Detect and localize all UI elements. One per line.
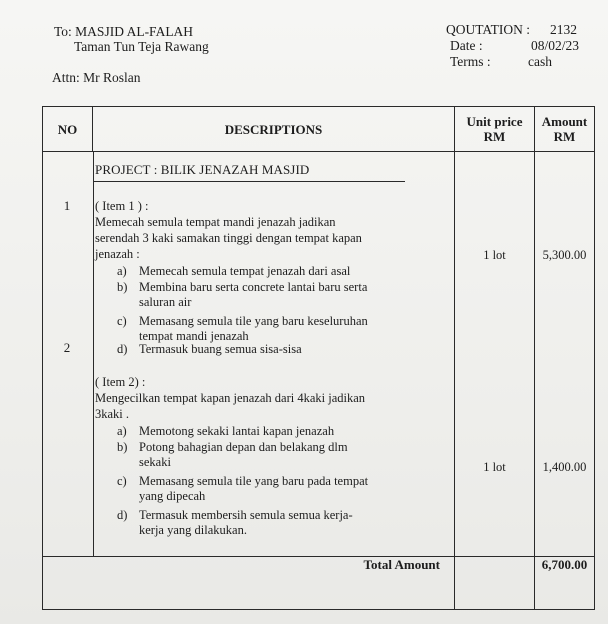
header-unit-price [455,107,535,152]
subitem-label: c) [117,474,127,488]
description-cell [43,152,455,557]
subitem-text: Potong bahagian depan dan belakang dlm [139,440,348,454]
project-underline [93,181,405,182]
total-amount-value: 6,700.00 [541,557,588,572]
subitem-text: Memecah semula tempat jenazah dari asal [139,264,351,278]
header-amount-label: Amount [541,114,588,129]
table-header-row [43,107,595,152]
subitem-text-cont: saluran air [139,295,192,309]
terms-label: Terms : [450,54,491,69]
header-unit-price-label: Unit price [466,114,523,129]
no-column-divider [93,152,94,556]
item-2-unit-price: 1 lot [483,460,506,474]
subitem-text: Memasang semula tile yang baru keseluruhan [139,314,368,328]
header-unit-price-currency: RM [483,129,506,144]
subitem-label: c) [117,314,127,328]
subitem-label: a) [117,424,127,438]
quotation-label: QOUTATION : [446,22,531,37]
total-label-cell [43,557,455,610]
header-no: NO [43,107,93,152]
subitem-text: Termasuk buang semua sisa-sisa [139,342,302,356]
header-amount-currency: RM [553,129,576,144]
subitem-text: Membina baru serta concrete lantai baru serta [139,280,368,294]
recipient-line: To: MASJID AL-FALAH [54,24,194,39]
subitem-label: d) [117,508,128,522]
table-body-row [43,152,595,557]
subitem-label: b) [117,280,128,294]
quotation-number: 2132 [550,22,577,37]
total-row [43,557,595,610]
item-number-2: 2 [63,340,71,355]
attention-line: Attn: Mr Roslan [52,70,141,85]
header-amount [535,107,595,152]
header-descriptions: DESCRIPTIONS [93,107,455,152]
date-value: 08/02/23 [531,38,580,53]
subitem-text: Memotong sekaki lantai kapan jenazah [139,424,335,438]
recipient-address: Taman Tun Teja Rawang [74,39,209,54]
item-2-title: ( Item 2) : [95,375,146,389]
item-2-intro-line: 3kaki . [95,407,130,421]
item-1-unit-price: 1 lot [483,248,506,262]
subitem-label: b) [117,440,128,454]
subitem-label: d) [117,342,128,356]
subitem-text-cont: tempat mandi jenazah [139,329,249,343]
amount-cell [535,152,595,557]
unit-price-cell [455,152,535,557]
subitem-text: Memasang semula tile yang baru pada tempat [139,474,369,488]
subitem-text: Termasuk membersih semula semua kerja- [139,508,353,522]
item-2-amount: 1,400.00 [542,460,587,474]
subitem-text-cont: sekaki [139,455,171,469]
date-label: Date : [450,38,483,53]
item-1-intro-line: Memecah semula tempat mandi jenazah jadikan [95,215,336,229]
item-1-intro-line: jenazah : [95,247,140,261]
quotation-table [42,106,595,610]
total-value-cell [535,557,595,610]
subitem-label: a) [117,264,127,278]
total-amount-label: Total Amount [363,557,440,572]
item-1-title: ( Item 1 ) : [95,199,149,213]
terms-value: cash [528,54,552,69]
subitem-text-cont: kerja yang dilakukan. [139,523,247,537]
item-number-1: 1 [63,198,71,213]
item-1-amount: 5,300.00 [542,248,587,262]
project-title: PROJECT : BILIK JENAZAH MASJID [95,162,310,177]
item-1-intro-line: serendah 3 kaki samakan tinggi dengan tempat kapan [95,231,362,245]
subitem-text-cont: yang dipecah [139,489,206,503]
total-spacer-cell [455,557,535,610]
item-2-intro-line: Mengecilkan tempat kapan jenazah dari 4kaki jadikan [95,391,366,405]
